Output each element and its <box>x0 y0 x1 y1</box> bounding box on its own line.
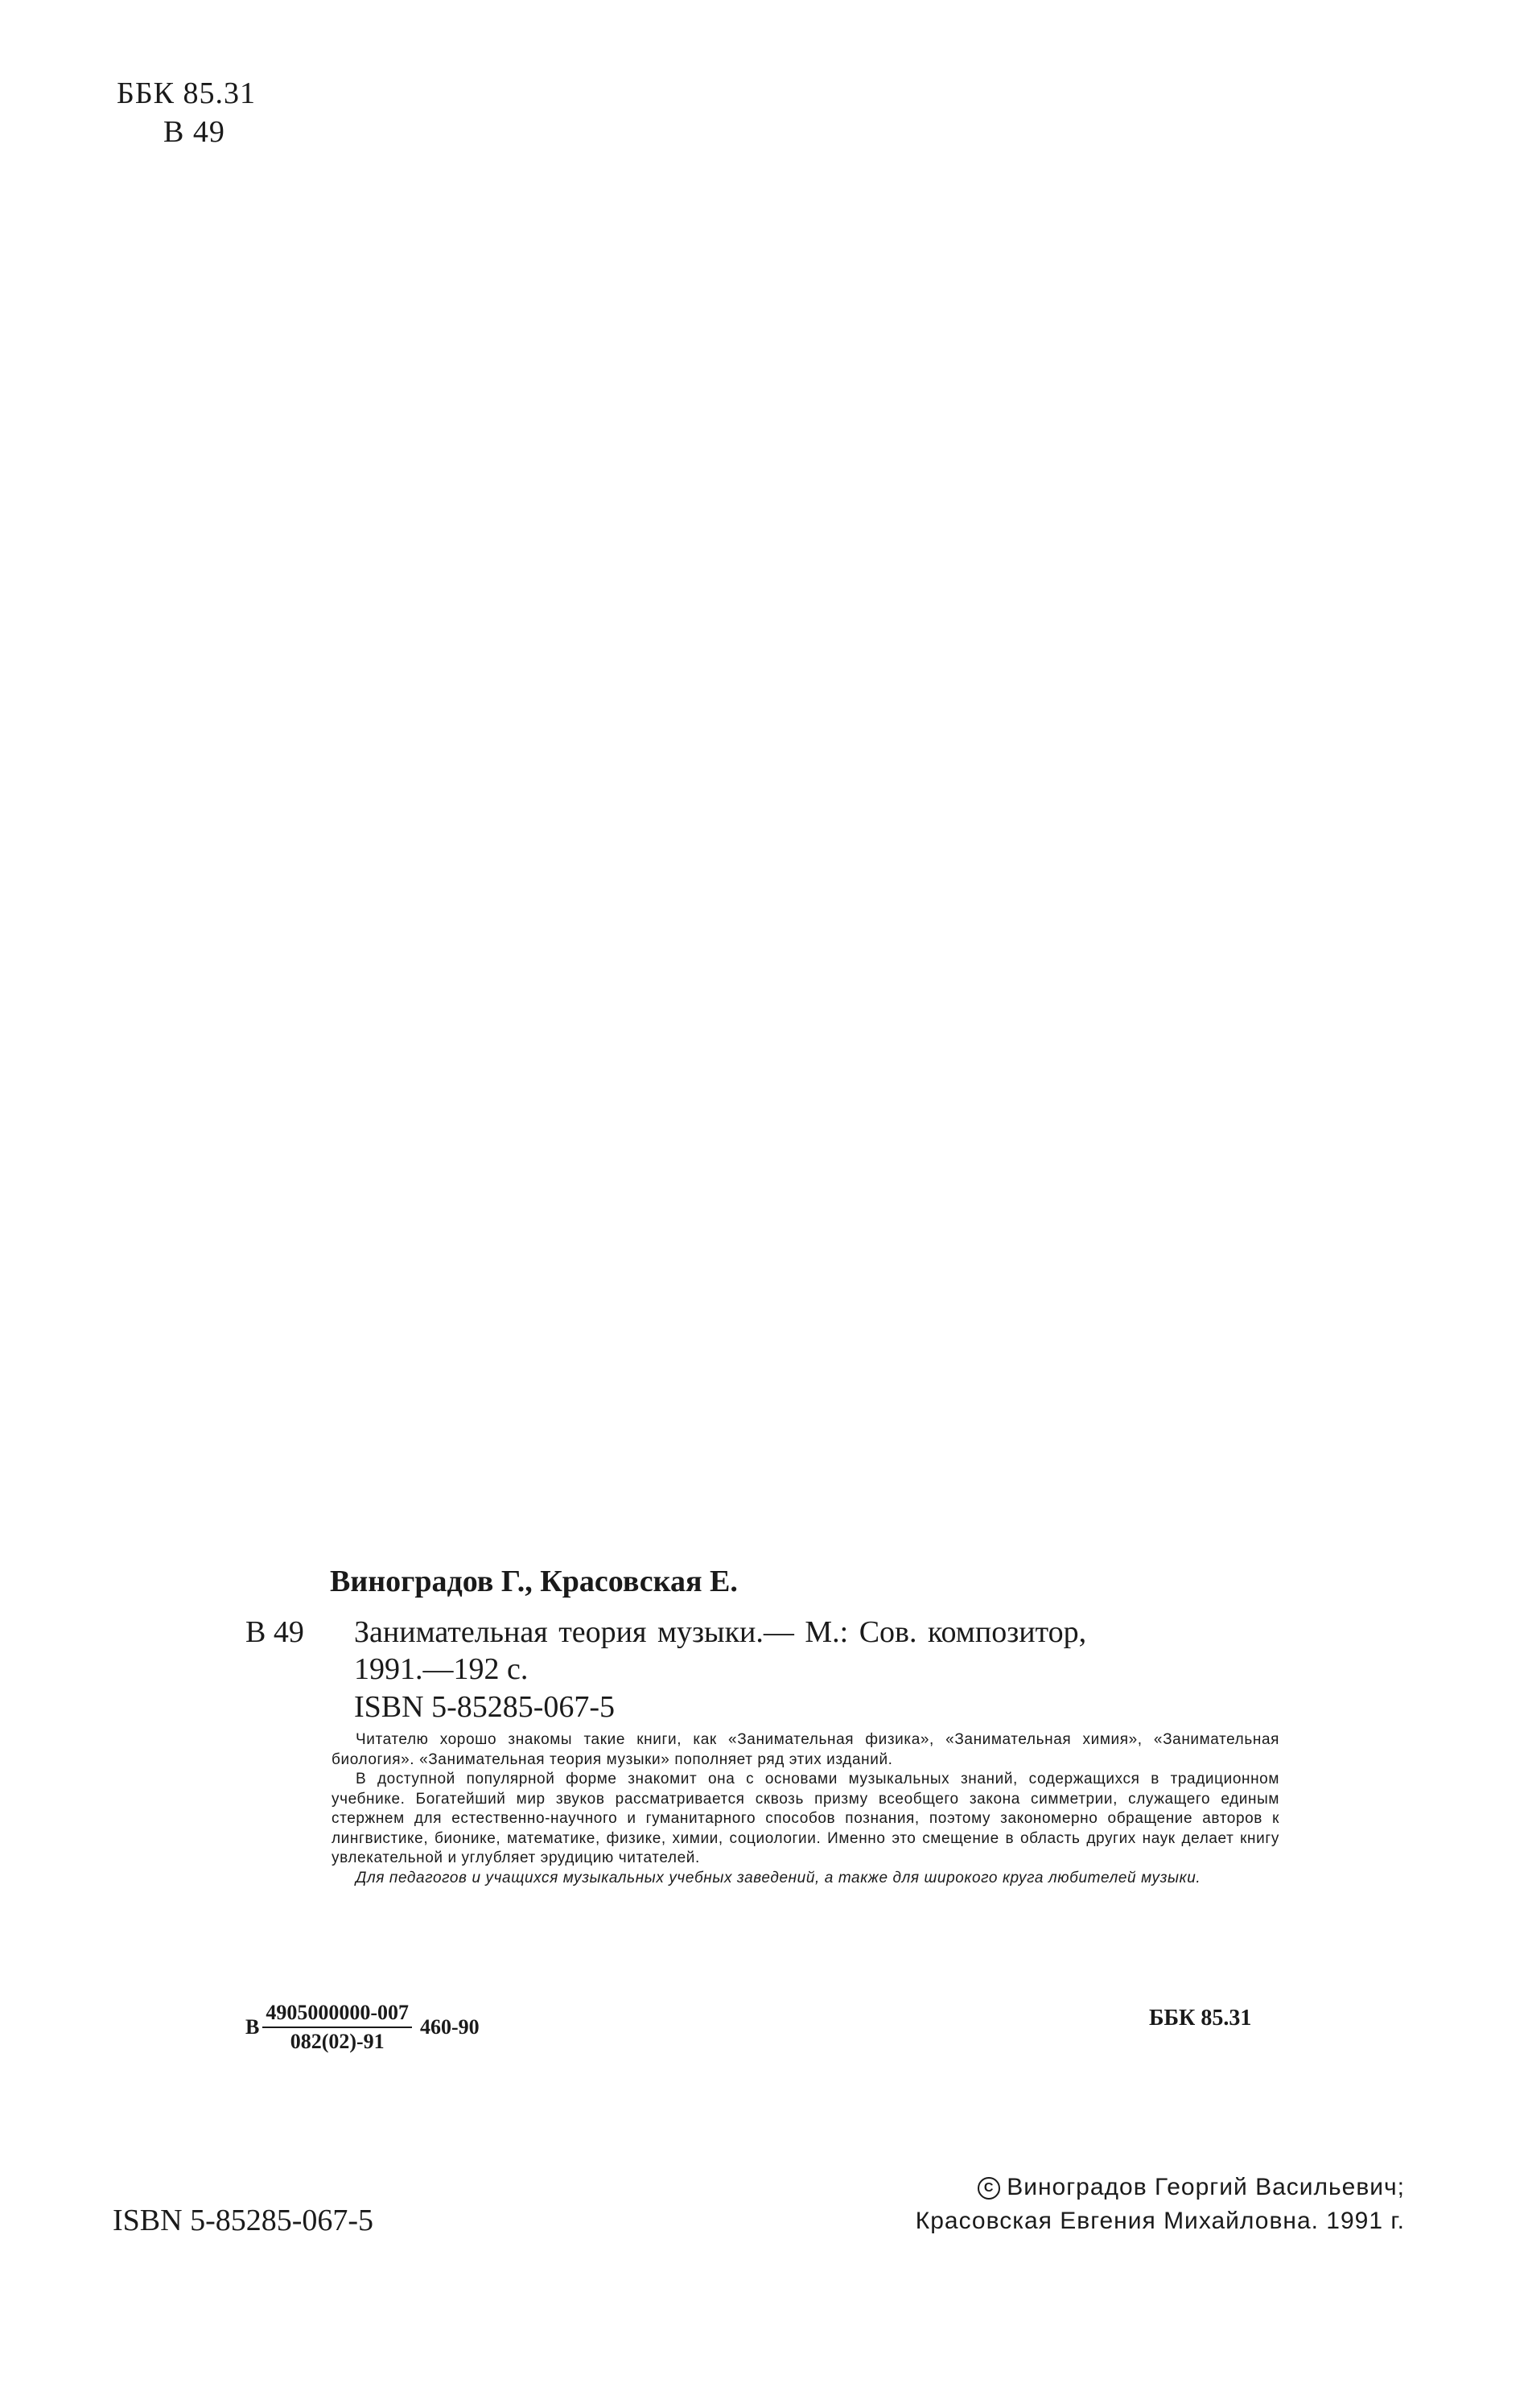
catalog-isbn: ISBN 5-85285-067-5 <box>354 1690 616 1724</box>
catalog-author: Виноградов Г., Красовская Е. <box>330 1565 738 1598</box>
copyright-holder-2: Красовская Евгения Михайловна. 1991 г. <box>915 2208 1405 2234</box>
copyright-line-1 <box>916 2171 1405 2204</box>
catalog-index-fraction <box>245 2001 480 2054</box>
copyright-block <box>916 2171 1405 2238</box>
catalog-code: В 49 <box>245 1615 304 1649</box>
fraction-denominator: 082(02)-91 <box>290 2030 385 2053</box>
annotation-paragraph: Для педагогов и учащихся музыкальных учебных заведений, а также для широкого круга любителей музыки. <box>356 1869 1201 1886</box>
fraction-prefix: В <box>245 2015 260 2039</box>
copyright-holder-1: Виноградов Георгий Васильевич; <box>1007 2174 1405 2200</box>
classification-top <box>117 74 256 151</box>
isbn-bottom: ISBN 5-85285-067-5 <box>113 2204 374 2237</box>
copyright-icon: C <box>978 2177 1000 2200</box>
author-mark: В 49 <box>163 115 225 149</box>
catalog-bbk: ББК 85.31 <box>1149 2006 1252 2031</box>
annotation-paragraph: В доступной популярной форме знакомит она с основами музыкальных знаний, содержащихся в традиционном учебнике. Богатейший мир звуков рассматривается сквозь призму всеобщего закона симметрии, служащего единым стержнем для естественно-научного и гуманитарного способов познания, поэтому закономерно обращение авторов к лингвистике, бионике, математике, физике, химии, социологии. Именно это смещение в область других наук делает книгу увлекательной и углубляет эрудицию читателей. <box>332 1771 1279 1866</box>
fraction <box>262 2001 412 2054</box>
fraction-numerator: 4905000000-007 <box>262 2001 412 2028</box>
catalog-annotation <box>332 1730 1279 1888</box>
catalog-year-pages: 1991.—192 с. <box>354 1652 529 1686</box>
fraction-suffix: 460-90 <box>420 2015 480 2039</box>
catalog-title: Занимательная теория музыки.— М.: Сов. композитор, <box>354 1615 1087 1649</box>
bbk-code: ББК 85.31 <box>117 76 256 110</box>
annotation-paragraph: Читателю хорошо знакомы такие книги, как «Занимательная физика», «Занимательная химия», «Занимательная биология». «Занимательная теория музыки» пополняет ряд этих изданий. <box>332 1731 1279 1768</box>
